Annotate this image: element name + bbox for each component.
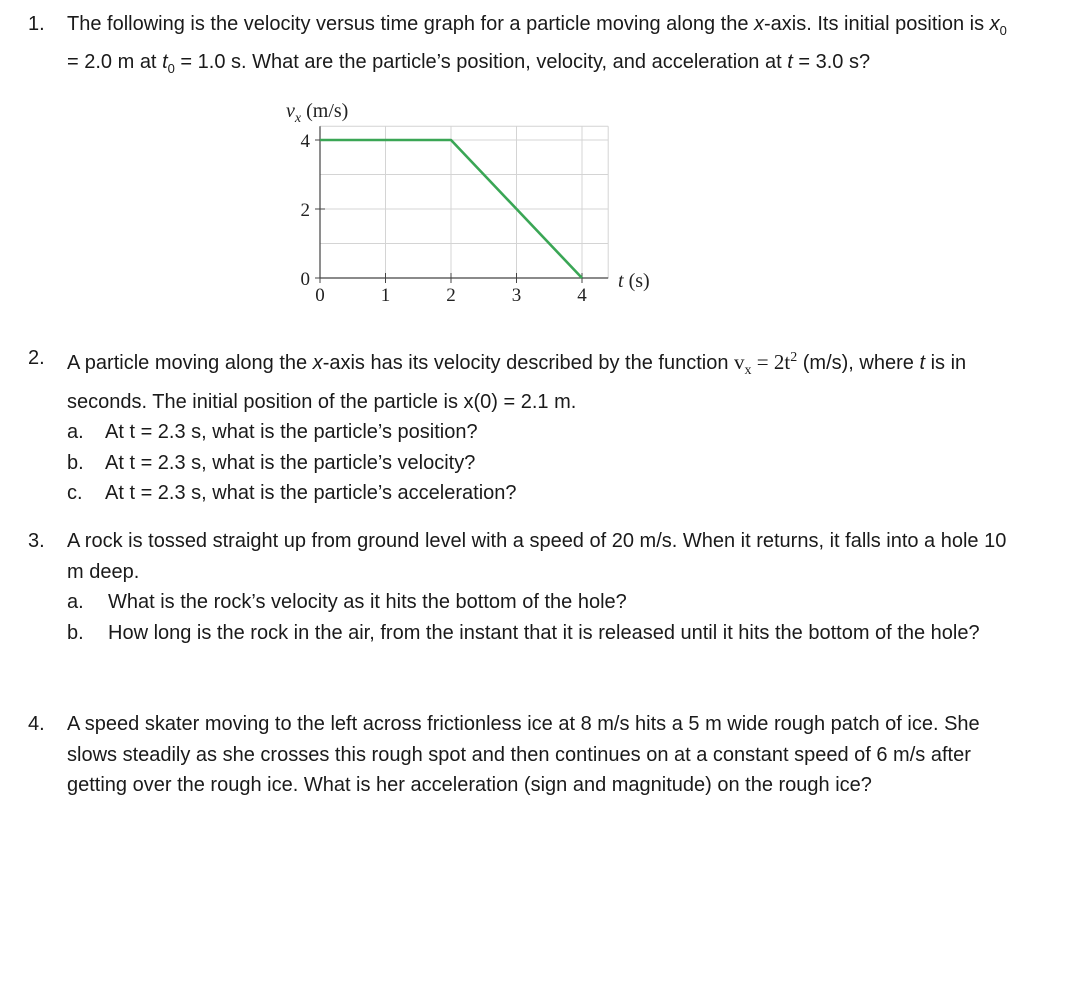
subscript: 0 — [167, 60, 175, 76]
variable-t: t — [919, 352, 926, 374]
text-run: The following is the velocity versus time graph for a particle moving along the — [67, 13, 755, 35]
sub-text: At t = 2.3 s, what is the particle’s velocity? — [105, 451, 476, 474]
y-axis-label: $v_x$ (m/s) — [286, 100, 349, 126]
sub-text: At t = 2.3 s, what is the particle’s acceleration? — [105, 482, 517, 505]
sub-question-c — [67, 478, 1018, 509]
sub-question-b — [67, 448, 1018, 479]
question-number: 1. — [28, 13, 45, 35]
sub-question-a — [67, 587, 1018, 618]
sub-label: b. — [67, 621, 84, 644]
question-text — [67, 9, 1018, 84]
exponent: 2 — [790, 350, 798, 365]
variable-t0: t — [162, 50, 168, 73]
function-eq: = 2t — [751, 350, 791, 374]
question-text: A speed skater moving to the left across frictionless ice at 8 m/s hits a 5 m wide rough patch of ice. She slows steadily as she crosses this rough spot and then continues on at a constant speed of 6 m/s after getting over the rough ice. What is her acceleration (sign and magnitude) on the rough ice? — [67, 713, 980, 796]
variable-t: t — [787, 50, 793, 73]
velocity-function — [734, 350, 798, 379]
subscript: 0 — [999, 23, 1007, 38]
text-run: is in seconds. The initial position of the particle is x(0) = 2.1 m. — [67, 352, 967, 413]
subscript: x — [744, 363, 752, 379]
question-number: 4. — [28, 713, 45, 735]
sub-label: a. — [67, 421, 84, 444]
x-tick-label: 4 — [577, 285, 587, 306]
function-v: v — [734, 350, 745, 374]
sub-question-a — [67, 417, 1018, 448]
x-axis-label: t (s) — [618, 270, 650, 292]
sub-text: At t = 2.3 s, what is the particle’s position? — [105, 421, 478, 444]
variable-x: x — [312, 352, 323, 374]
text-run: -axis. Its initial position is — [764, 13, 990, 35]
variable-x: x — [754, 13, 765, 35]
grid — [320, 126, 608, 278]
tick-labels — [301, 131, 588, 306]
text-run: (m/s), where — [797, 352, 920, 374]
question-3 — [28, 526, 1018, 648]
question-number: 2. — [28, 347, 45, 369]
text-run: = 2.0 m at — [67, 50, 163, 73]
text-run: -axis has its velocity described by the function — [322, 352, 735, 374]
sub-question-b — [67, 618, 1018, 649]
x-tick-label: 2 — [446, 285, 456, 306]
text-run: = 3.0 s? — [792, 50, 871, 73]
y-tick-label: 0 — [300, 269, 310, 290]
question-4 — [28, 709, 1018, 801]
question-text: A rock is tossed straight up from ground level with a speed of 20 m/s. When it returns, it falls into a hole 10 m deep. — [67, 530, 1007, 583]
x-tick-label: 3 — [511, 285, 522, 306]
x-tick-label: 0 — [315, 285, 325, 306]
sub-text: How long is the rock in the air, from the instant that it is released until it hits the bottom of the hole? — [108, 621, 980, 644]
text-run: A particle moving along the — [67, 352, 313, 374]
sub-label: a. — [67, 591, 84, 613]
question-number: 3. — [28, 530, 45, 552]
x-tick-label: 1 — [380, 285, 391, 306]
y-tick-label: 4 — [300, 131, 310, 152]
velocity-time-graph — [270, 95, 670, 320]
question-1 — [28, 9, 1018, 84]
variable-x0: x — [989, 13, 1000, 35]
question-text — [67, 343, 1018, 417]
text-run: = 1.0 s. What are the particle’s position, velocity, and acceleration at — [174, 50, 788, 73]
sub-label: c. — [67, 482, 83, 505]
question-2 — [28, 343, 1018, 509]
sub-label: b. — [67, 451, 84, 474]
sub-text: What is the rock’s velocity as it hits the bottom of the hole? — [108, 591, 627, 613]
y-tick-label: 2 — [300, 200, 310, 221]
